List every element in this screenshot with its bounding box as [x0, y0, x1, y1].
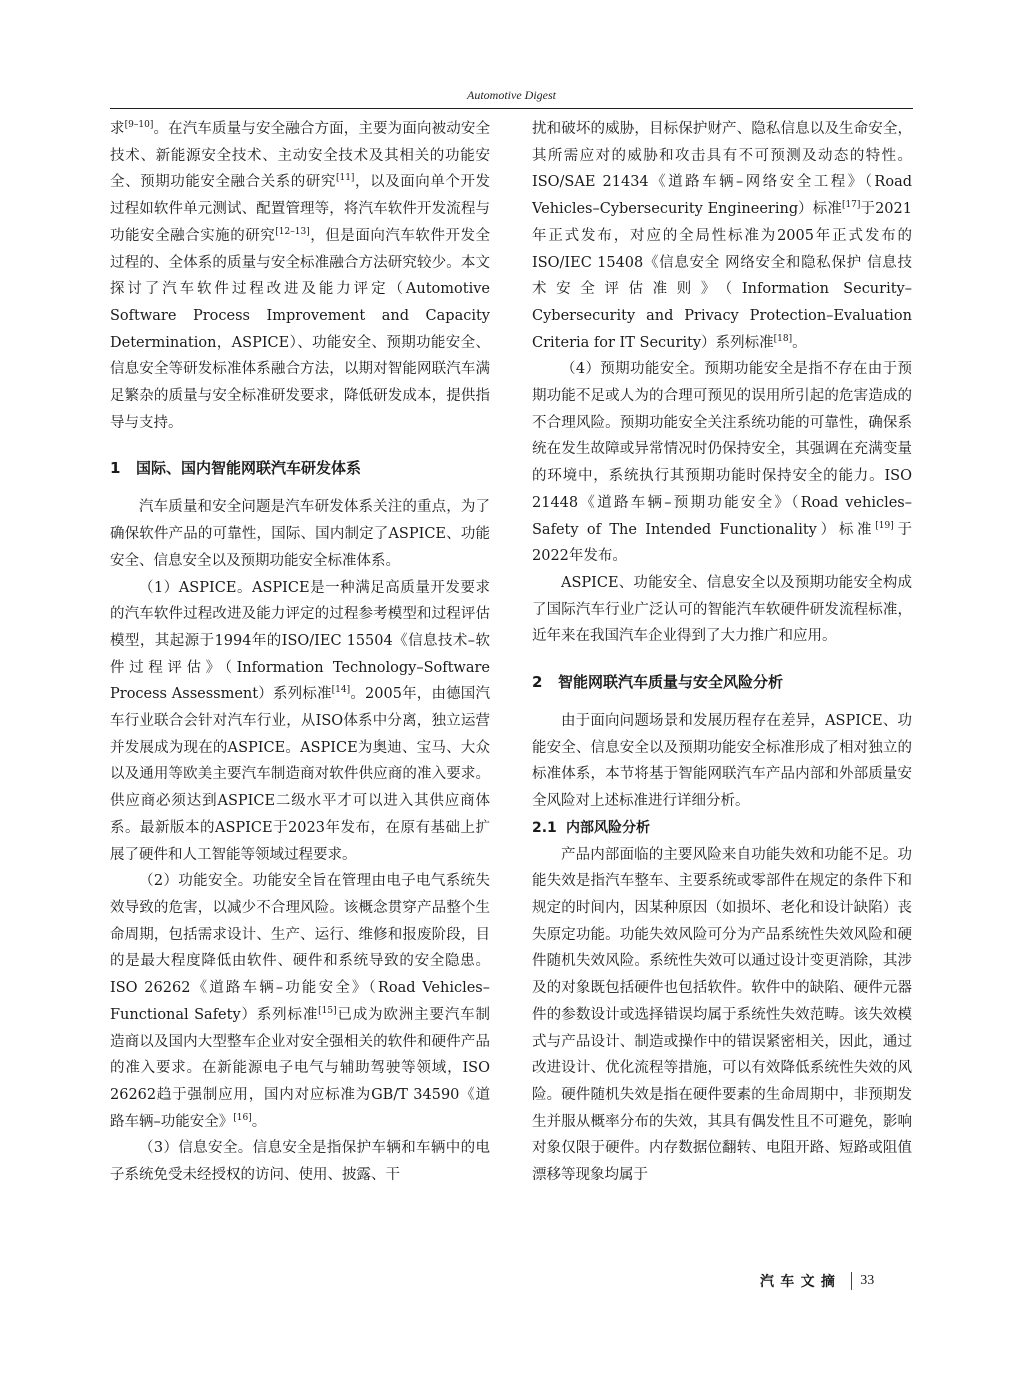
- paragraph: ASPICE、功能安全、信息安全以及预期功能安全构成了国际汽车行业广泛认可的智能汽车软硬件研发流程标准，近年来在我国汽车企业得到了大力推广和应用。: [532, 574, 912, 645]
- page-number: 33: [860, 1273, 875, 1288]
- journal-name: 汽车文摘: [760, 1274, 842, 1290]
- paragraph: [110, 116, 490, 436]
- citation: [14]: [331, 685, 351, 696]
- subsection-heading-2-1: [532, 815, 912, 842]
- paragraph-text: ，但是面向汽车软件开发全过程的、全体系的质量与安全标准融合方法研究较少。本文探讨了汽车软件过程改进及能力评定（Automotive Software Process Improvement and Capacity Determination，ASPICE）、功能安全、预期功能安全、信息安全等研发标准体系融合方法，以期对智能网联汽车满足繁杂的质量与安全标准研发要求，降低研发成本，提供指导与支持。: [110, 227, 491, 431]
- header-rule: [110, 108, 913, 109]
- paragraph: 产品内部面临的主要风险来自功能失效和功能不足。功能失效是指汽车整车、主要系统或零部件在规定的条件下和规定的时间内，因某种原因（如损坏、老化和设计缺陷）丧失原定功能。功能失效风险可分为产品系统性失效风险和硬件随机失效风险。系统性失效可以通过设计变更消除，其涉及的对象既包括硬件也包括软件。软件中的缺陷、硬件元器件的参数设计或选择错误均属于系统性失效范畴。该失效模式与产品设计、制造或操作中的错误紧密相关，因此，通过改进设计、优化流程等措施，可以有效降低系统性失效的风险。硬件随机失效是指在硬件要素的生命周期中，非预期发生并服从概率分布的失效，其具有偶发性且不可避免，影响对象仅限于硬件。内存数据位翻转、电阻开路、短路或阻值漂移等现象均属于: [532, 846, 912, 1184]
- paragraph-text: 。: [251, 1113, 267, 1130]
- paragraph-text: 。2005年，由德国汽车行业联合会针对汽车行业，从ISO体系中分离，独立运营并发展成为现在的ASPICE。ASPICE为奥迪、宝马、大众以及通用等欧美主要汽车制造商对软件供应商的准入要求。供应商必须达到ASPICE二级水平才可以进入其供应商体系。最新版本的ASPICE于2023年发布，在原有基础上扩展了硬件和人工智能等领域过程要求。: [110, 686, 490, 863]
- section-number: 2: [532, 673, 543, 692]
- running-header: Automotive Digest: [467, 88, 556, 102]
- section-heading-2: [532, 656, 912, 708]
- left-column: [110, 116, 490, 1189]
- citation: [11]: [335, 173, 355, 184]
- paragraph-text: 求: [110, 121, 125, 137]
- citation: [15]: [318, 1005, 337, 1016]
- paragraph: [532, 116, 912, 356]
- paragraph-text: （1）ASPICE。ASPICE是一种满足高质量开发要求的汽车软件过程改进及能力评定的过程参考模型和过程评估模型，其起源于1994年的ISO/IEC 15504《信息技术–软件过程评估》（Information Technology–Software Process Assessment）系列标准: [110, 579, 490, 703]
- citation: [9–10]: [124, 120, 154, 131]
- paragraph-text: 。: [792, 334, 807, 351]
- subsection-number: 2.1: [532, 819, 557, 836]
- paragraph-text: 已成为欧洲主要汽车制造商以及国内大型整车企业对安全强相关的软件和硬件产品的准入要求。在新能源电子电气与辅助驾驶等领域，ISO 26262趋于强制应用，国内对应标准为GB/T 34590《道路车辆–功能安全》: [110, 1006, 491, 1130]
- paragraph: [110, 868, 490, 1135]
- paragraph-text: 于2021年正式发布，对应的全局性标准为2005年正式发布的ISO/IEC 15408《信息安全 网络安全和隐私保护 信息技术安全评估准则》（Information Security–Cybersecurity and Privacy Protection–Evaluation Criteria for IT Security）系列标准: [532, 201, 912, 351]
- section-title: 智能网联汽车质量与安全风险分析: [558, 673, 784, 692]
- paragraph: [532, 356, 912, 570]
- paragraph-text: （2）功能安全。功能安全旨在管理由电子电气系统失效导致的危害，以减少不合理风险。该概念贯穿产品整个生命周期，包括需求设计、生产、运行、维修和报废阶段，目的是最大程度降低由软件、硬件和系统导致的安全隐患。ISO 26262《道路车辆–功能安全》（Road Vehicles– Functional Safety）系列标准: [110, 873, 490, 1023]
- paragraph: （3）信息安全。信息安全是指保护车辆和车辆中的电子系统免受未经授权的访问、使用、披露、干: [110, 1140, 490, 1184]
- citation: [19]: [875, 520, 894, 531]
- subsection-title: 内部风险分析: [566, 819, 650, 836]
- paragraph: [110, 575, 490, 869]
- page-footer: [760, 1270, 874, 1292]
- citation: [16]: [233, 1112, 252, 1123]
- footer-divider: [851, 1272, 852, 1290]
- citation: [17]: [841, 200, 861, 211]
- section-number: 1: [110, 459, 121, 478]
- paragraph: 由于面向问题场景和发展历程存在差异，ASPICE、功能安全、信息安全以及预期功能安全标准形成了相对独立的标准体系，本节将基于智能网联汽车产品内部和外部质量安全风险对上述标准进行详细分析。: [532, 713, 912, 810]
- right-column: [532, 116, 912, 1189]
- section-title: 国际、国内智能网联汽车研发体系: [136, 459, 362, 478]
- paragraph-text: 。在汽车质量与安全融合方面，主要为面向被动安全技术、新能源安全技术、主动安全技术及其相关的功能安全、预期功能安全融合关系的研究: [110, 121, 491, 191]
- paragraph-text: （4）预期功能安全。预期功能安全是指不存在由于预期功能不足或人为的合理可预见的误用所引起的危害造成的不合理风险。预期功能安全关注系统功能的可靠性，确保系统在发生故障或异常情况时仍保持安全，其强调在充满变量的环境中，系统执行其预期功能时保持安全的能力。ISO 21448《道路车辆–预期功能安全》（Road vehicles– Safety of The Intended Functionality）标准: [532, 361, 912, 538]
- citation: [12–13]: [275, 226, 310, 237]
- paragraph-text: 扰和破坏的威胁，目标保护财产、隐私信息以及生命安全，其所需应对的威胁和攻击具有不可预测及动态的特性。ISO/SAE 21434《道路车辆–网络安全工程》（Road Vehicles–Cybersecurity Engineering）标准: [532, 121, 912, 218]
- paragraph: 汽车质量和安全问题是汽车研发体系关注的重点，为了确保软件产品的可靠性，国际、国内制定了ASPICE、功能安全、信息安全以及预期功能安全标准体系。: [110, 499, 490, 569]
- citation: [18]: [773, 333, 793, 344]
- paragraph-text: ，以及面向单个开发过程如软件单元测试、配置管理等，将汽车软件开发流程与功能安全融合实施的研究: [110, 174, 491, 244]
- section-heading-1: [110, 442, 490, 494]
- paragraph-text: 于2022年发布。: [532, 521, 912, 565]
